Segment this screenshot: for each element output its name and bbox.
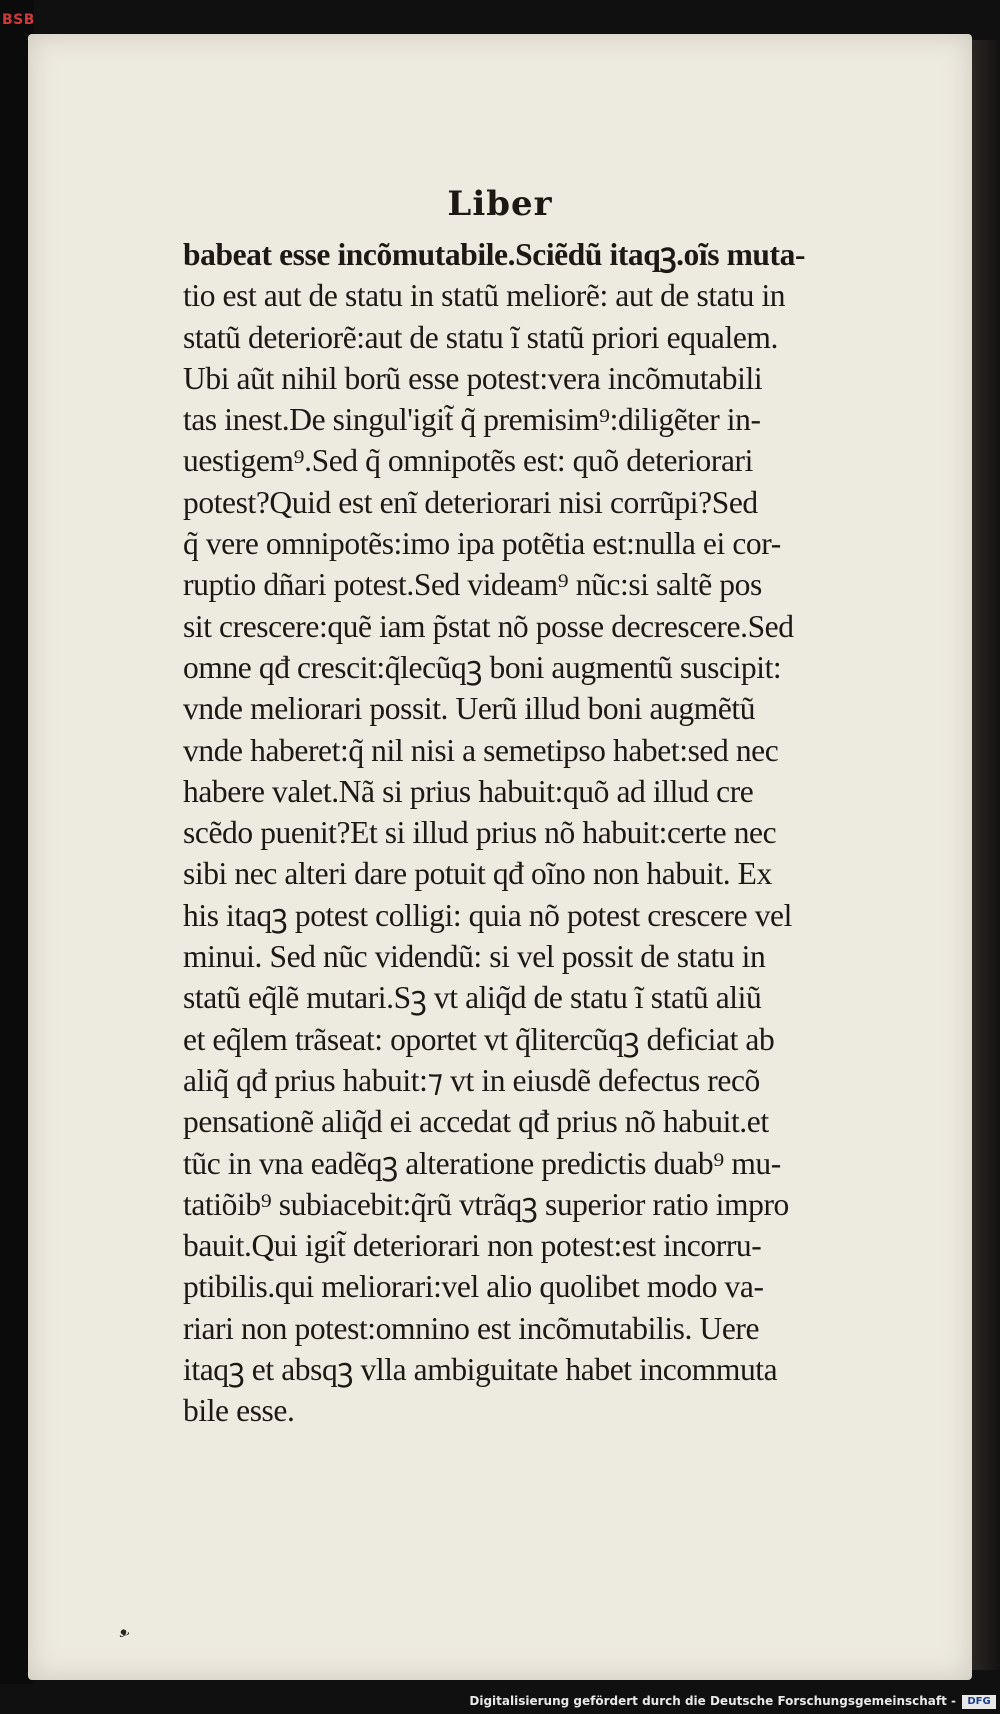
text-line: vnde haberet:q̃ nil nisi a semetipso habet:sed nec (183, 732, 779, 768)
text-line: ruptio dñari potest.Sed videam⁹ nũc:si saltẽ pos (183, 567, 762, 603)
text-line: Ubi aũt nihil borũ esse potest:vera incõmutabili (183, 360, 763, 396)
funding-credit: Digitalisierung gefördert durch die Deutsche Forschungsgemeinschaft - (469, 1694, 956, 1708)
body-text (183, 234, 983, 1432)
text-line: itaqꝫ et absqꝫ vlla ambiguitate habet incommuta (183, 1352, 778, 1388)
text-line: habere valet.Nã si prius habuit:quõ ad illud cre (183, 773, 754, 809)
margin-mark: ᵜ (116, 1622, 135, 1651)
page-edge-shadow (972, 40, 1000, 1670)
text-line: riari non potest:omnino est incõmutabilis. Uere (183, 1310, 760, 1346)
text-line: scẽdo puenit?Et si illud prius nõ habuit:certe nec (183, 815, 777, 851)
text-line: pensationẽ aliq̃d ei accedat qđ prius nõ habuit.et (183, 1104, 769, 1140)
footer-bar (0, 1684, 1000, 1714)
text-line: et eq̃lem trãseat: oportet vt q̃litercũqꝫ deficiat ab (183, 1021, 775, 1057)
text-line: ptibilis.qui meliorari:vel alio quolibet modo va- (183, 1269, 764, 1305)
text-line: sit crescere:quẽ iam p̃stat nõ posse decrescere.Sed (183, 608, 794, 644)
dfg-logo: DFG (962, 1695, 996, 1709)
bsb-logo: BSB (2, 12, 35, 28)
text-line: omne qđ crescit:q̃lecũqꝫ boni augmentũ suscipit: (183, 649, 782, 685)
text-line: tatiõib⁹ subiacebit:q̃rũ vtrãqꝫ superior ratio impro (183, 1186, 789, 1222)
running-head: Liber (447, 184, 553, 224)
text-line: q̃ vere omnipotẽs:imo ipa potẽtia est:nulla ei cor- (183, 526, 781, 562)
text-line: potest?Quid est enĩ deteriorari nisi corrũpi?Sed (183, 484, 758, 520)
text-line: vnde meliorari possit. Uerũ illud boni augmẽtũ (183, 691, 756, 727)
text-line: tio est aut de statu in statũ meliorẽ: aut de statu in (183, 278, 786, 314)
book-page (28, 34, 972, 1680)
text-line: tũc in vna eadẽqꝫ alteratione predictis duab⁹ mu- (183, 1145, 781, 1181)
text-line: statũ eq̃lẽ mutari.Sꝫ vt aliq̃d de statu ĩ statũ aliũ (183, 980, 762, 1016)
text-line: statũ deteriorẽ:aut de statu ĩ statũ priori equalem. (183, 319, 779, 355)
text-line: minui. Sed nũc videndũ: si vel possit de statu in (183, 939, 766, 975)
text-line: his itaqꝫ potest colligi: quia nõ potest crescere vel (183, 897, 792, 933)
text-line: sibi nec alteri dare potuit qđ oĩno non habuit. Ex (183, 856, 772, 892)
text-line: tas inest.De singul'igit̃ q̃ premisim⁹:diligẽter in- (183, 402, 761, 438)
text-line: uestigem⁹.Sed q̃ omnipotẽs est: quõ deteriorari (183, 443, 753, 479)
text-line: bile esse. (183, 1393, 295, 1429)
text-line: bauit.Qui igit̃ deteriorari non potest:est incorru- (183, 1228, 762, 1264)
text-line: aliq̃ qđ prius habuit:⁊ vt in eiusdẽ defectus recõ (183, 1062, 760, 1098)
text-line: babeat esse incõmutabile.Sciẽdũ itaqꝫ.oĩs muta- (183, 237, 806, 272)
